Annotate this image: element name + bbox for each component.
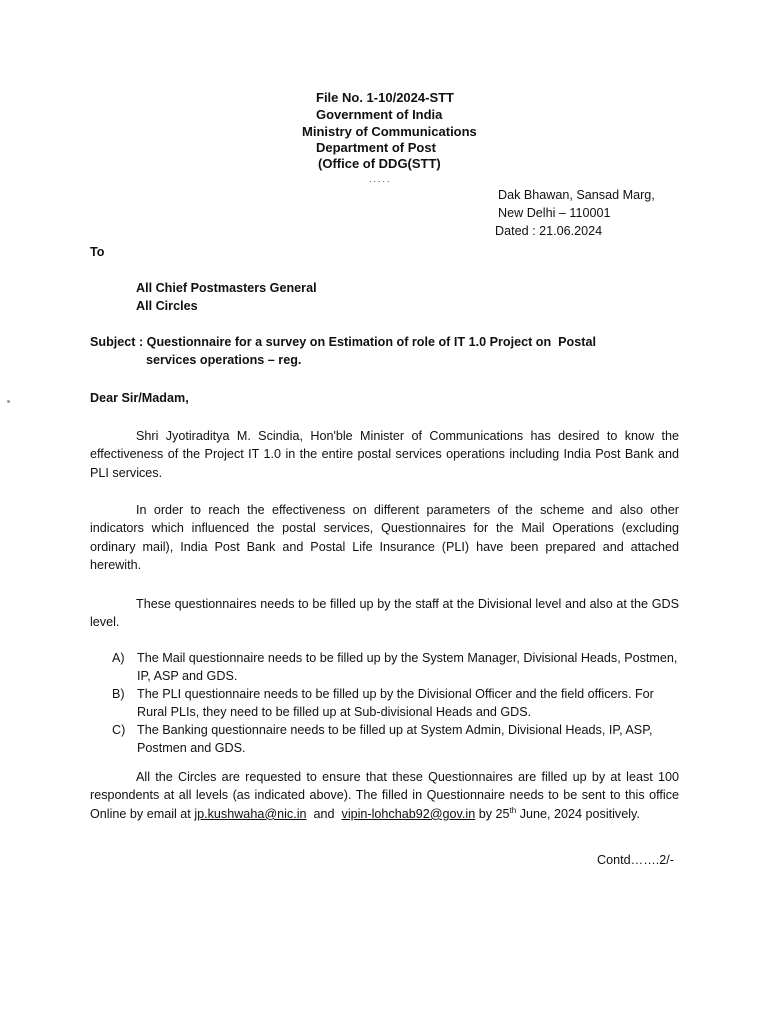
address-line-2: New Delhi – 110001 (498, 206, 611, 220)
address-line-1: Dak Bhawan, Sansad Marg, (498, 188, 655, 202)
scan-speck (7, 400, 10, 403)
closing-by: by 25 (475, 806, 510, 821)
header-separator: ..... (369, 174, 392, 184)
subject-line: Subject : Questionnaire for a survey on Estimation of role of IT 1.0 Project on Postal (90, 335, 596, 349)
list-text: The Banking questionnaire needs to be filled up at System Admin, Divisional Heads, IP, ASP, Postmen and GDS. (137, 723, 653, 755)
email-link-2[interactable]: vipin-lohchab92@gov.in (341, 806, 476, 821)
subject-line-cont: services operations – reg. (146, 353, 302, 367)
file-number: File No. 1-10/2024-STT (316, 90, 454, 105)
list-text: The Mail questionnaire needs to be filled up by the System Manager, Divisional Heads, Postmen, IP, ASP and GDS. (137, 651, 678, 683)
closing-text-2: June, 2024 positively. (516, 806, 640, 821)
list-item (112, 685, 679, 721)
paragraph-1: Shri Jyotiraditya M. Scindia, Hon'ble Minister of Communications has desired to know the effectiveness of the Project IT 1.0 in the entire postal services operations including India Post Bank and PLI services. (90, 429, 679, 480)
list-item (112, 721, 679, 757)
office-line: (Office of DDG(STT) (318, 156, 441, 171)
closing-text-1: All the Circles are requested to ensure that these Questionnaires are filled up by at least 100 respondents at all levels (as indicated above). The filled in Questionnaire needs to be sent to this office Online by email at (90, 770, 679, 821)
closing-paragraph (90, 768, 679, 823)
list-marker: B) (112, 687, 125, 701)
list-item (112, 649, 679, 685)
to-label: To (90, 245, 105, 259)
paragraph-2: In order to reach the effectiveness on different parameters of the scheme and also other indicators which influenced the postal services, Questionnaires for the Mail Operations (excluding ordinary mail), India Post Bank and Postal Life Insurance (PLI) have been prepared and attached herewith. (90, 503, 679, 573)
ministry-line: Ministry of Communications (302, 124, 477, 139)
list-marker: C) (112, 723, 126, 737)
date-superscript: th (509, 805, 517, 815)
recipient-line-2: All Circles (136, 299, 198, 313)
paragraph-3: These questionnaires needs to be filled up by the staff at the Divisional level and also at the GDS level. (90, 597, 679, 630)
continued-marker: Contd…….2/- (597, 853, 674, 867)
list-text: The PLI questionnaire needs to be filled up by the Divisional Officer and the field officers. For Rural PLIs, they need to be filled up at Sub-divisional Heads and GDS. (137, 687, 654, 719)
list-marker: A) (112, 651, 125, 665)
government-line: Government of India (316, 107, 443, 122)
instruction-list (112, 649, 679, 757)
email-link-1[interactable]: jp.kushwaha@nic.in (194, 806, 307, 821)
department-line: Department of Post (316, 140, 436, 155)
recipient-line-1: All Chief Postmasters General (136, 281, 317, 295)
letter-date: Dated : 21.06.2024 (495, 224, 603, 238)
closing-and: and (306, 806, 342, 821)
salutation: Dear Sir/Madam, (90, 391, 189, 405)
